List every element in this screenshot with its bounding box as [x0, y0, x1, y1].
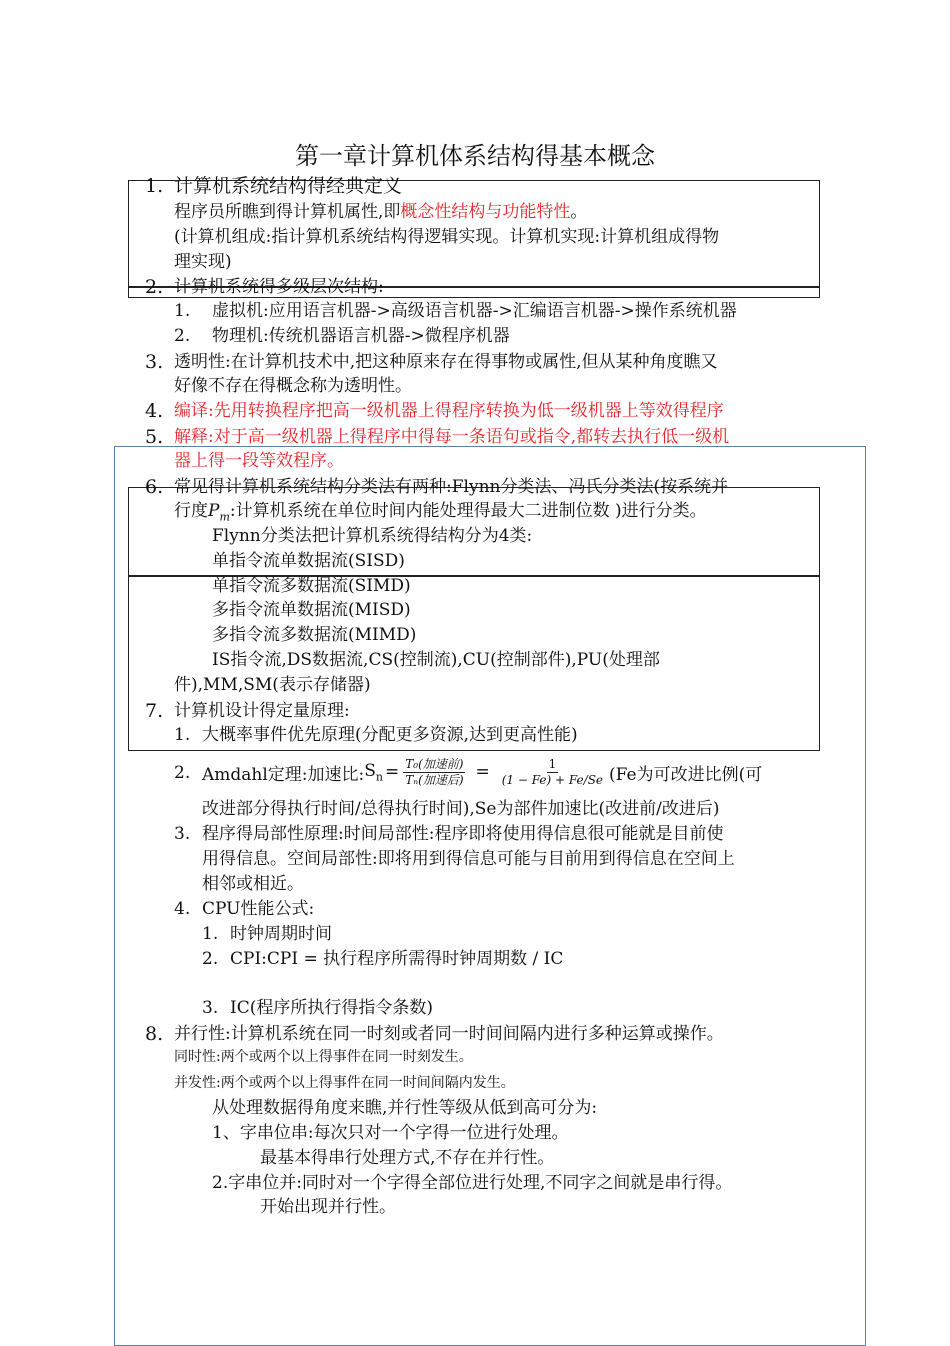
cpu-item-2: CPI:CPI = 执行程序所需得时钟周期数 / IC	[230, 949, 564, 969]
cpu-item-1: 时钟周期时间	[230, 924, 332, 944]
abbr-line1: IS指令流,DS数据流,CS(控制流),CU(控制部件),PU(处理部	[212, 650, 660, 670]
speedup-fraction: $\frac{\text{T₀(加速前)}}{\text{Tₙ(加速后)}}$	[405, 756, 464, 787]
amdahl-fraction: $\frac{1}{(1 - Fe) + Fe/Se}$	[501, 756, 604, 787]
s7-p3-line2: 用得信息。空间局部性:即将用到得信息可能与目前用到得信息在空间上	[202, 849, 735, 869]
abbr-line2: 件),MM,SM(表示存储器)	[174, 675, 371, 695]
s7-number: 7.	[145, 700, 164, 722]
s1-definition: 程序员所瞧到得计算机属性,即概念性结构与功能特性。	[174, 202, 588, 222]
cpu-item-3: IC(程序所执行得指令条数)	[230, 998, 433, 1018]
s2-number: 2.	[145, 276, 164, 298]
s5-number: 5.	[145, 426, 164, 448]
s2-heading: 计算机系统得多级层次结构:	[174, 277, 384, 297]
s1-note-line1: (计算机组成:指计算机系统结构得逻辑实现。计算机实现:计算机组成得物	[174, 227, 720, 247]
concurrency: 并发性:两个或两个以上得事件在同一时间间隔内发生。	[174, 1075, 515, 1091]
flynn-item-misd: 多指令流单数据流(MISD)	[212, 600, 411, 620]
simultaneity: 同时性:两个或两个以上得事件在同一时刻发生。	[174, 1049, 473, 1065]
s4-number: 4.	[145, 400, 164, 422]
cpu-item-2-number: 2.	[202, 949, 219, 969]
s6-line1: 常见得计算机系统结构分类法有两种:Flynn分类法、冯氏分类法(按系统并	[174, 477, 729, 497]
s2-item-1-number: 1.	[174, 301, 191, 321]
level-1-note: 最基本得串行处理方式,不存在并行性。	[260, 1148, 555, 1168]
cpu-item-1-number: 1.	[202, 924, 219, 944]
s3-number: 3.	[145, 351, 164, 373]
s7-p2-number: 2.	[174, 763, 191, 783]
s4-text: 编译:先用转换程序把高一级机器上得程序转换为低一级机器上等效得程序	[174, 401, 724, 421]
s5-line2: 器上得一段等效程序。	[174, 451, 344, 471]
s1-number: 1.	[145, 175, 164, 197]
s3-line1: 透明性:在计算机技术中,把这种原来存在得事物或属性,但从某种角度瞧又	[174, 352, 718, 372]
s5-line1: 解释:对于高一级机器上得程序中得每一条语句或指令,都转去执行低一级机	[174, 427, 730, 447]
s1-definition-highlight: 概念性结构与功能特性	[400, 202, 571, 222]
s7-p1-text: 大概率事件优先原理(分配更多资源,达到更高性能)	[202, 725, 578, 745]
s7-p4-number: 4.	[174, 899, 191, 919]
s3-line2: 好像不存在得概念称为透明性。	[174, 376, 412, 396]
s8-heading: 并行性:计算机系统在同一时刻或者同一时间间隔内进行多种运算或操作。	[174, 1024, 724, 1044]
s6-number: 6.	[145, 476, 164, 498]
s7-p3-number: 3.	[174, 824, 191, 844]
level-2-note: 开始出现并行性。	[260, 1197, 396, 1217]
level-1: 1、字串位串:每次只对一个字得一位进行处理。	[212, 1123, 569, 1143]
s1-note-line2: 理实现)	[174, 252, 232, 272]
flynn-item-simd: 单指令流多数据流(SIMD)	[212, 576, 411, 596]
levels-intro: 从处理数据得角度来瞧,并行性等级从低到高可分为:	[212, 1098, 598, 1118]
flynn-item-sisd: 单指令流单数据流(SISD)	[212, 551, 405, 571]
s7-p4-heading: CPU性能公式:	[202, 899, 315, 919]
level-2: 2.字串位并:同时对一个字得全部位进行处理,不同字之间就是串行得。	[212, 1173, 733, 1193]
flynn-intro: Flynn分类法把计算机系统得结构分为4类:	[212, 526, 533, 546]
s6-line2: 行度$P_m$:计算机系统在单位时间内能处理得最大二进制位数 )进行分类。	[174, 501, 707, 524]
s7-heading: 计算机设计得定量原理:	[174, 701, 350, 721]
s1-heading: 计算机系统结构得经典定义	[174, 175, 403, 197]
s2-item-1: 虚拟机:应用语言机器->高级语言机器->汇编语言机器->操作系统机器	[212, 301, 737, 321]
s2-item-2: 物理机:传统机器语言机器->微程序机器	[212, 326, 510, 346]
amdahl-formula: Amdahl定理:加速比: $S_n$ = $\frac{\text{T₀(加速前)}}{\text{Tₙ(加速后)}}$ = $\frac{1}{(1 - Fe) + Fe/Se}$ (Fe为可改进比例(可	[202, 756, 763, 787]
page-title: 第一章计算机体系结构得基本概念	[295, 142, 655, 170]
sn-symbol: $S_n$	[364, 760, 384, 784]
s8-number: 8.	[145, 1023, 164, 1045]
s7-p3-line1: 程序得局部性原理:时间局部性:程序即将使用得信息很可能就是目前使	[202, 824, 724, 844]
s7-p3-line3: 相邻或相近。	[202, 874, 304, 894]
pm-symbol: $P_m$	[208, 501, 230, 524]
cpu-item-3-number: 3.	[202, 998, 219, 1018]
s7-p1-number: 1.	[174, 725, 191, 745]
s7-p2-line2: 改进部分得执行时间/总得执行时间),Se为部件加速比(改进前/改进后)	[202, 799, 720, 819]
flynn-item-mimd: 多指令流多数据流(MIMD)	[212, 625, 417, 645]
s2-item-2-number: 2.	[174, 326, 191, 346]
